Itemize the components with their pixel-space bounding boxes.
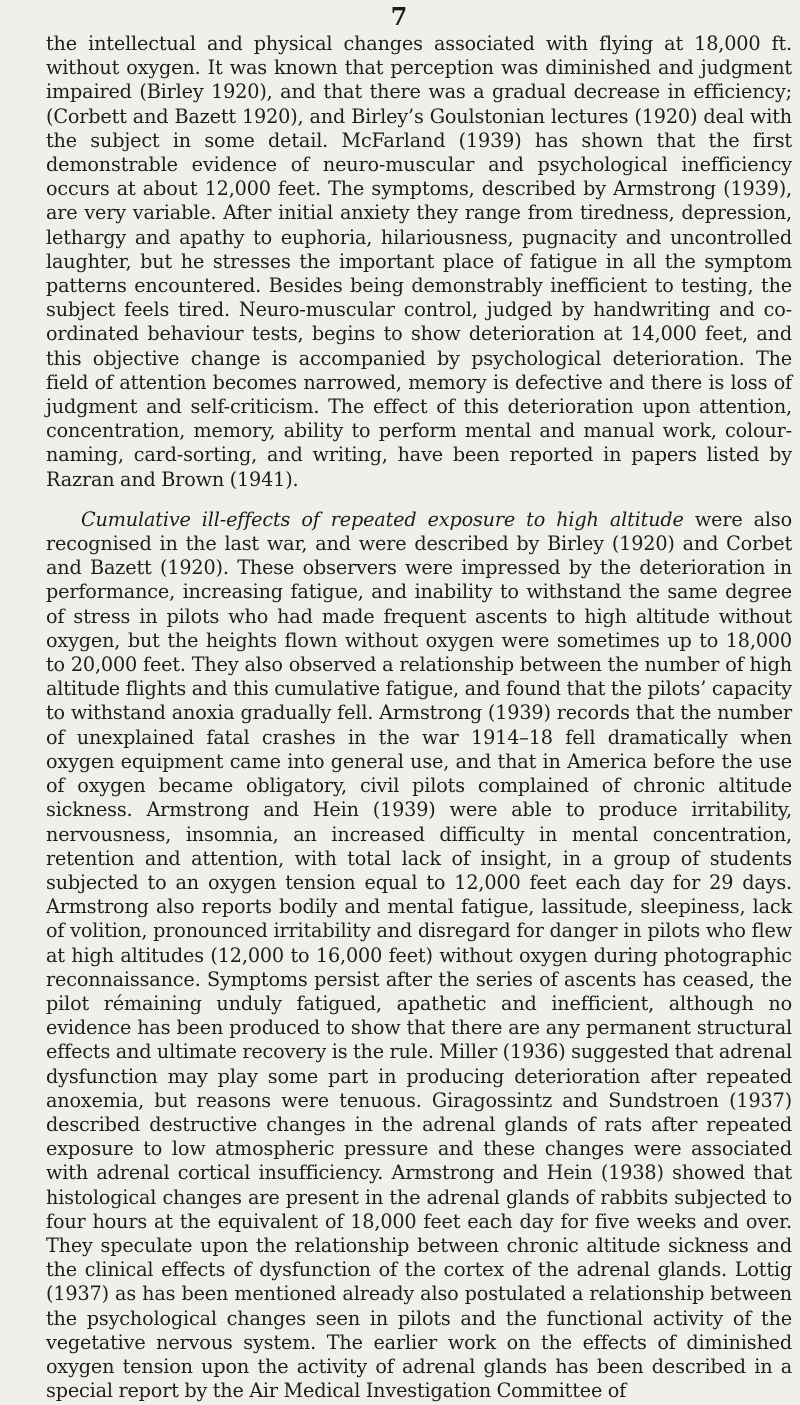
paragraph-1 xyxy=(46,32,792,492)
paragraph-2-italic-lead: Cumulative ill-effects of repeated exposure to high altitude xyxy=(81,507,684,531)
paragraph-2-text: were also recognised in the last war, and were described by Birley (1920) and Corbet and Bazett (1920). These observers were impressed by the deterioration in performance, increasing fatigue, and inability to withstand the same degree of stress in pilots who had made frequent ascents to high altitude without oxygen, but the heights flown without oxygen were sometimes up to 18,000 to 20,000 feet. They also observed a relationship between the number of high altitude flights and this cumulative fatigue, and found that the pilots’ capacity to withstand anoxia gradually fell. Armstrong (1939) records that the number of unexplained fatal crashes in the war 1914–18 fell dramatically when oxygen equipment came into general use, and that in America before the use of oxygen became obligatory, civil pilots complained of chronic altitude sickness. Armstrong and Hein (1939) were able to produce irritability, nervousness, insomnia, an increased difficulty in mental concentration, retention and attention, with total lack of insight, in a group of students subjected to an oxygen tension equal to 12,000 feet each day for 29 days. Armstrong also reports bodily and mental fatigue, lassitude, sleepiness, lack of volition, pronounced irritability and disregard for danger in pilots who flew at high altitudes (12,000 to 16,000 feet) without oxygen during photographic reconnaissance. Symptoms persist after the series of ascents has ceased, the pilot rémaining unduly fatigued, apathetic and inefficient, although no evidence has been produced to show that there are any permanent structural effects and ultimate recovery is the rule. Miller (1936) suggested that adrenal dysfunction may play some part in producing deterioration after repeated anoxemia, but reasons were tenuous. Giragossintz and Sundstroen (1937) described destructive changes in the adrenal glands of rats after repeated exposure to low atmospheric pressure and these changes were associated with adrenal cortical insufficiency. Armstrong and Hein (1938) showed that histological changes are present in the adrenal glands of rabbits subjected to four hours at the equivalent of 18,000 feet each day for five weeks and over. They speculate upon the relationship between chronic altitude sickness and the clinical effects of dysfunction of the cortex of the adrenal glands. Lottig (1937) as has been mentioned already also postulated a relationship between the psychological changes seen in pilots and the functional activity of the vegetative nervous system. The earlier work on the effects of diminished oxygen tension upon the activity of adrenal glands has been described in a special report by the Air Medical Investigation Committee of xyxy=(46,507,792,1403)
paragraph-2 xyxy=(46,508,792,1404)
paragraph-1-text: the intellectual and physical changes associated with flying at 18,000 ft. without oxygen. It was known that perception was diminished and judgment impaired (Birley 1920), and that there was a gradual decrease in efficiency; (Corbett and Bazett 1920), and Birley’s Goulstonian lectures (1920) deal with the subject in some detail. McFarland (1939) has shown that the first demonstrable evidence of neuro-muscular and psychological inefficiency occurs at about 12,000 feet. The symptoms, described by Armstrong (1939), are very variable. After initial anxiety they range from tiredness, depression, lethargy and apathy to euphoria, hilariousness, pugnacity and uncontrolled laughter, but he stresses the important place of fatigue in all the symptom patterns encountered. Besides being demonstrably inefficient to testing, the subject feels tired. Neuro-muscular control, judged by handwriting and co-ordinated behaviour tests, begins to show deterioration at 14,000 feet, and this objective change is accompanied by psychological deterioration. The field of attention becomes narrowed, memory is defective and there is loss of judgment and self-criticism. The effect of this deterioration upon attention, concentration, memory, ability to perform mental and manual work, colour-naming, card-sorting, and writing, have been reported in papers listed by Razran and Brown (1941). xyxy=(46,32,792,491)
page-number: 7 xyxy=(390,2,408,31)
